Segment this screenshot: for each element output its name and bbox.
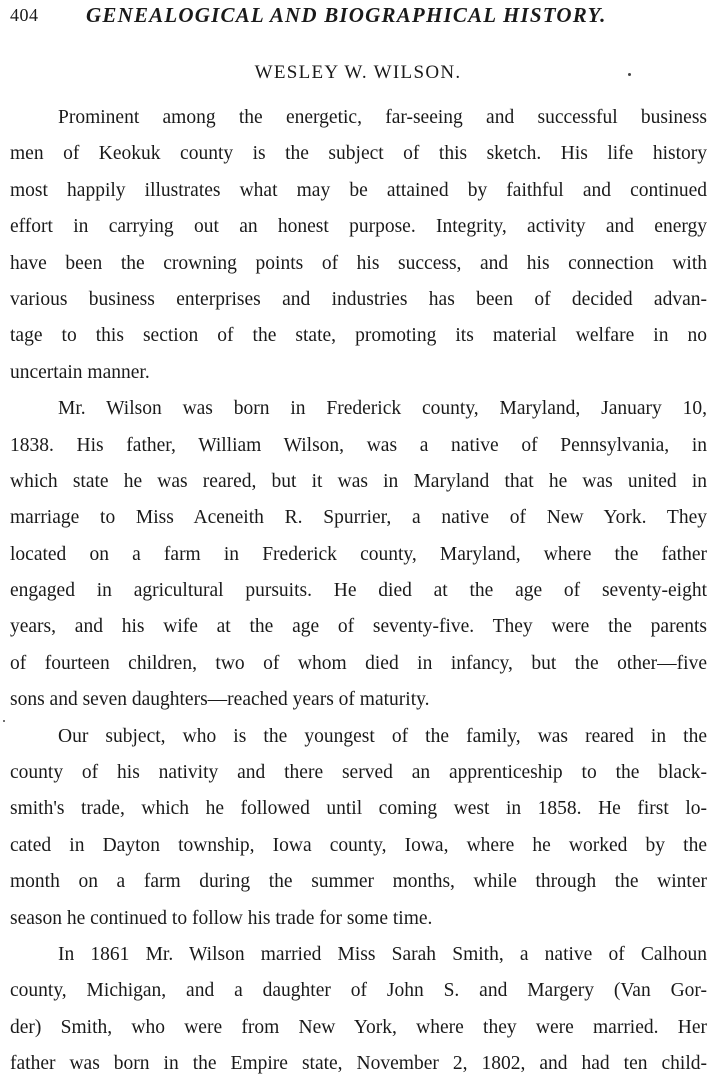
text-line: season he continued to follow his trade for some time. [10,907,433,929]
text-line: various business enterprises and industries has been of decided advan- [10,288,707,310]
article-body [10,100,707,1083]
text-line: father was born in the Empire state, November 2, 1802, and had ten child- [10,1053,707,1075]
text-line: smith's trade, which he followed until coming west in 1858. He first lo- [10,798,707,820]
text-line: of fourteen children, two of whom died in infancy, but the other—five [10,652,707,674]
running-title: GENEALOGICAL AND BIOGRAPHICAL HISTORY. [86,3,607,27]
text-line: Mr. Wilson was born in Frederick county, Maryland, January 10, [58,398,707,420]
print-speck [628,73,631,76]
text-line: effort in carrying out an honest purpose. Integrity, activity and energy [10,216,707,238]
running-head [10,3,710,29]
article-title: WESLEY W. WILSON. [254,62,462,83]
text-line: cated in Dayton township, Iowa county, Iowa, where he worked by the [10,834,707,856]
print-speck [3,720,5,722]
text-line: which state he was reared, but it was in Maryland that he was united in [10,470,707,492]
text-line: have been the crowning points of his success, and his connection with [10,252,707,274]
text-line: Our subject, who is the youngest of the family, was reared in the [58,725,707,747]
text-line: tage to this section of the state, promoting its material welfare in no [10,325,707,347]
text-line: men of Keokuk county is the subject of this sketch. His life history [10,143,707,165]
text-line: der) Smith, who were from New York, where they were married. Her [10,1016,707,1038]
text-line: engaged in agricultural pursuits. He died at the age of seventy-eight [10,580,707,602]
paragraph-1 [10,100,707,391]
text-line: located on a farm in Frederick county, Maryland, where the father [10,543,707,565]
paragraph-2 [10,391,707,719]
text-line: uncertain manner. [10,361,150,383]
text-line: marriage to Miss Aceneith R. Spurrier, a native of New York. They [10,507,707,529]
text-line: In 1861 Mr. Wilson married Miss Sarah Smith, a native of Calhoun [58,943,707,965]
text-line: most happily illustrates what may be attained by faithful and continued [10,179,707,201]
text-line: county, Michigan, and a daughter of John S. and Margery (Van Gor- [10,980,707,1002]
page-number: 404 [10,5,39,25]
text-line: county of his nativity and there served an apprenticeship to the black- [10,762,707,784]
text-line: years, and his wife at the age of seventy-five. They were the parents [10,616,707,638]
paragraph-4 [10,937,707,1083]
text-line: sons and seven daughters—reached years of maturity. [10,689,430,711]
paragraph-3 [10,719,707,937]
text-line: Prominent among the energetic, far-seeing and successful business [58,107,707,128]
text-line: 1838. His father, William Wilson, was a native of Pennsylvania, in [10,434,707,456]
text-line: month on a farm during the summer months, while through the winter [10,871,707,893]
